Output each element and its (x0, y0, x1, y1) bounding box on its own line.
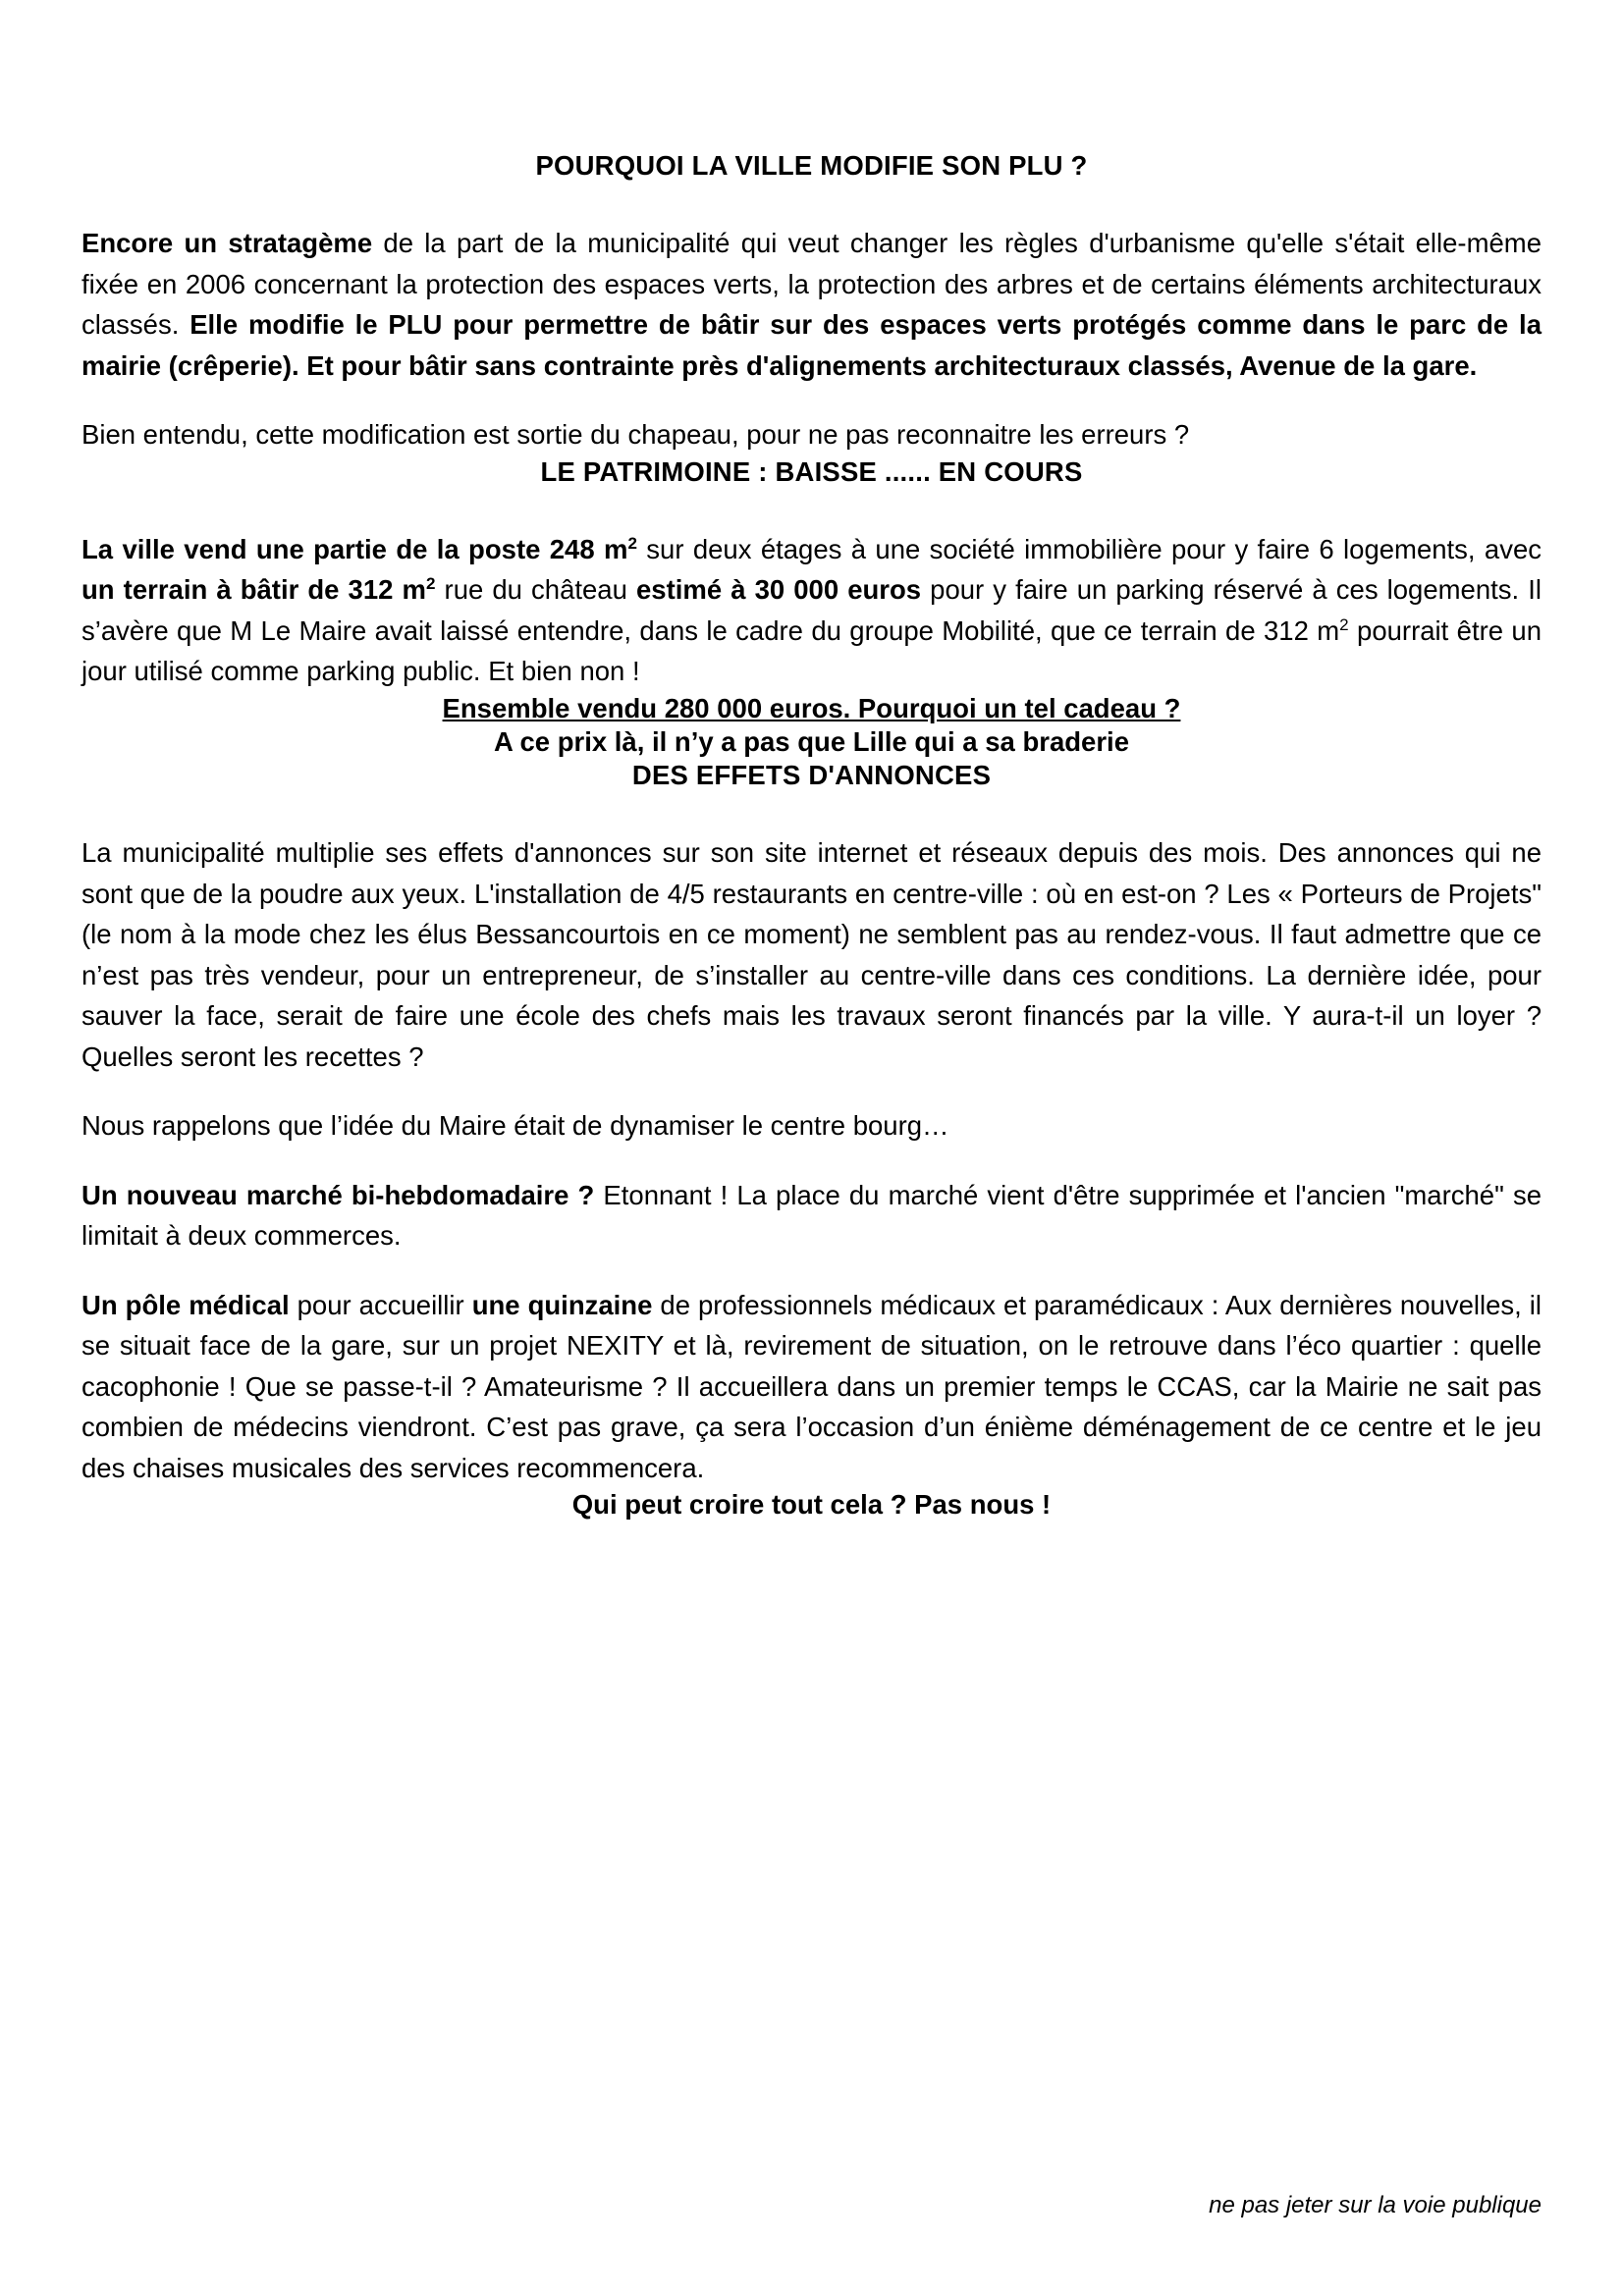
paragraph-patrimoine-1: La ville vend une partie de la poste 248 $m^2$ sur deux étages à une société immobilière pour y faire 6 logements, avec un terrain à bâtir de 312 $m^2$ rue du château estimé à 30 000 euros pour y faire un parking réservé à ces logements. Il s’avère que M Le Maire avait laissé entendre, dans le cadre du groupe Mobilité, que ce terrain de 312 $m^2$ pourrait être un jour utilisé comme parking public. Et bien non ! (81, 533, 1542, 686)
section-heading-plu: POURQUOI LA VILLE MODIFIE SON PLU ? (535, 150, 1088, 181)
paragraph-annonces-3: Un nouveau marché bi-hebdomadaire ? Etonnant ! La place du marché vient d'être supprimée et l'ancien "marché" se limitait à deux commerces. (81, 1179, 1542, 1252)
paragraph-plu-1: Encore un stratagème de la part de la municipalité qui veut changer les règles d'urbanisme qu'elle s'était elle-même fixée en 2006 concernant la protection des espaces verts, la protection des arbres et de certains éléments architecturaux classés. Elle modifie le PLU pour permettre de bâtir sur des espaces verts protégés comme dans le parc de la mairie (crêperie). Et pour bâtir sans contrainte près d'alignements architecturaux classés, Avenue de la gare. (81, 228, 1542, 381)
document-body (81, 0, 1542, 1522)
footer-legal-note: ne pas jeter sur la voie publique (1209, 2192, 1542, 2218)
paragraph-annonces-2: Nous rappelons que l’idée du Maire était de dynamiser le centre bourg… (81, 1110, 949, 1142)
paragraph-annonces-1: La municipalité multiplie ses effets d'annonces sur son site internet et réseaux depuis des mois. Des annonces qui ne sont que de la poudre aux yeux. L'installation de 4/5 restaurants en centre-ville : où en est-on ? Les « Porteurs de Projets" (le nom à la mode chez les élus Bessancourtois en ce moment) ne semblent pas au rendez-vous. Il faut admettre que ce n’est pas très vendeur, pour un entrepreneur, de s’installer au centre-ville dans ces conditions. La dernière idée, pour sauver la face, serait de faire une école des chefs mais les travaux seront financés par la ville. Y aura-t-il un loyer ? Quelles seront les recettes ? (81, 837, 1542, 1072)
callout-qui-peut-croire: Qui peut croire tout cela ? Pas nous ! (571, 1489, 1052, 1521)
callout-ensemble-vendu (81, 692, 1542, 725)
section-heading-annonces: DES EFFETS D'ANNONCES (631, 760, 992, 791)
callout-ensemble-vendu-text: Ensemble vendu 280 000 euros. Pourquoi un tel cadeau ? (442, 692, 1181, 723)
section-heading-patrimoine: LE PATRIMOINE : BAISSE ...... EN COURS (540, 455, 1083, 487)
paragraph-plu-2: Bien entendu, cette modification est sortie du chapeau, pour ne pas reconnaitre les erreurs ? (81, 419, 1190, 450)
paragraph-annonces-4: Un pôle médical pour accueillir une quinzaine de professionnels médicaux et paramédicaux : Aux dernières nouvelles, il se situait face de la gare, sur un projet NEXITY et là, revirement de situation, on le retrouve dans l’éco quartier : quelle cacophonie ! Que se passe-t-il ? Amateurisme ? Il accueillera dans un premier temps le CCAS, car la Mairie ne sait pas combien de médecins viendront. C’est pas grave, ça sera l’occasion d’un énième déménagement de ce centre et le jeu des chaises musicales des services recommencera. (81, 1289, 1542, 1483)
callout-braderie: A ce prix là, il n’y a pas que Lille qui a sa braderie (493, 725, 1129, 757)
